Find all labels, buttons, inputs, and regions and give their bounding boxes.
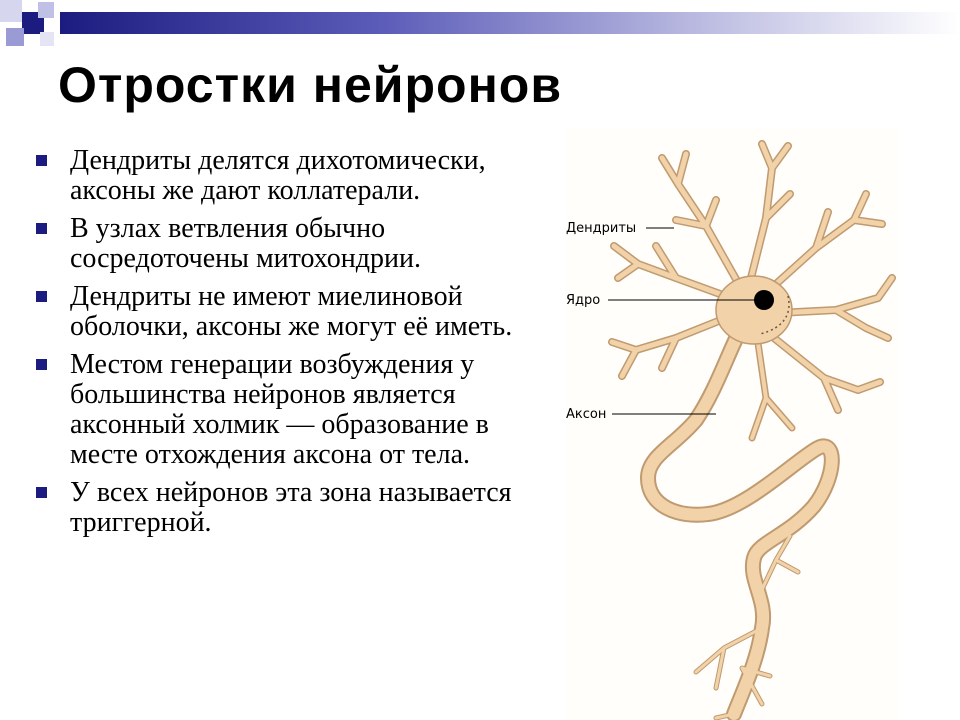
square-bullet-icon bbox=[36, 487, 47, 498]
square-bullet-icon bbox=[36, 155, 47, 166]
slide-title: Отростки нейронов bbox=[58, 57, 563, 113]
decor-square bbox=[6, 28, 24, 46]
neuron-illustration bbox=[566, 128, 898, 720]
square-bullet-icon bbox=[36, 359, 47, 370]
bullet-list bbox=[34, 146, 554, 546]
bullet-text: Дендриты не имеют миелиновой оболочки, аксоны же могут её иметь. bbox=[70, 281, 513, 342]
decor-square bbox=[0, 0, 22, 22]
decor-square bbox=[38, 2, 54, 18]
square-bullet-icon bbox=[36, 223, 47, 234]
bullet-item bbox=[34, 214, 554, 274]
square-bullet-icon bbox=[36, 291, 47, 302]
bullet-item bbox=[34, 282, 554, 342]
label-nucleus: Ядро bbox=[566, 293, 601, 308]
bullet-item bbox=[34, 146, 554, 206]
decorative-header-bar bbox=[0, 0, 960, 48]
bullet-text: Дендриты делятся дихотомически, аксоны же дают коллатерали. bbox=[70, 145, 486, 206]
neuron-soma bbox=[716, 276, 792, 344]
neuron-drawing bbox=[612, 144, 892, 718]
label-axon: Аксон bbox=[566, 407, 607, 422]
bullet-text: В узлах ветвления обычно сосредоточены митохондрии. bbox=[70, 213, 421, 274]
bullet-item bbox=[34, 350, 554, 470]
bullet-text: У всех нейронов эта зона называется триггерной. bbox=[70, 477, 512, 538]
neuron-diagram bbox=[566, 128, 898, 720]
decor-square bbox=[40, 32, 54, 46]
label-dendrites: Дендриты bbox=[566, 221, 637, 236]
bullet-item bbox=[34, 478, 554, 538]
header-gradient-stripe bbox=[60, 12, 960, 34]
nucleus-dot bbox=[754, 290, 774, 310]
bullet-text: Местом генерации возбуждения у большинства нейронов является аксонный холмик — образование в месте отхождения аксона от тела. bbox=[70, 349, 489, 470]
